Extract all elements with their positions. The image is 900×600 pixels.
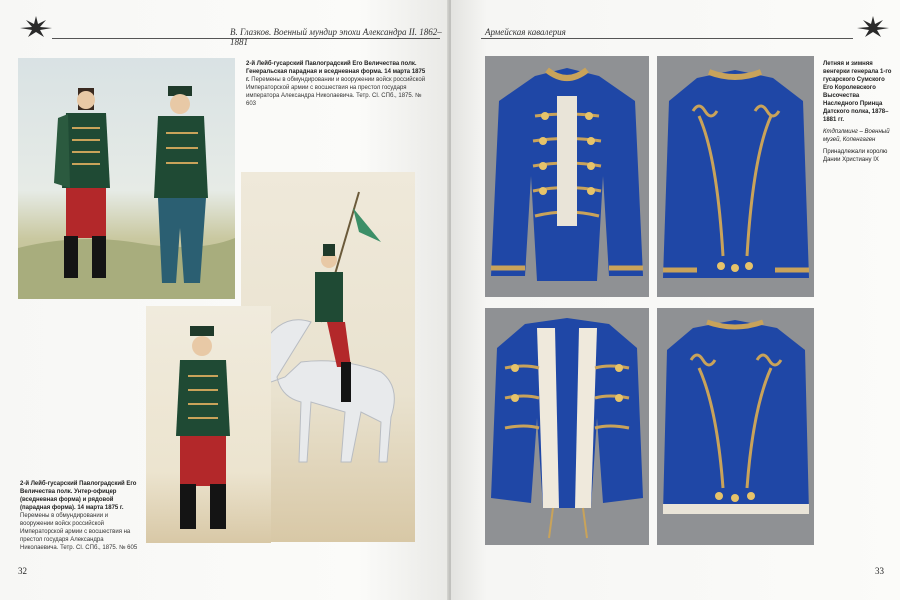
illustration-generals — [18, 58, 235, 299]
header-rule-right — [481, 38, 853, 39]
running-head-right: Армейская кавалерия — [485, 27, 566, 37]
fleuron-ornament-icon — [855, 14, 891, 40]
page-number-right: 33 — [875, 566, 884, 576]
caption-generals-body: Перемены в обмундировании и вооружении войск российской Императорской армии с восшествия на престол государя императора Александра Николаевича. Тетр. СI. СПб., 1875. № 603 — [246, 77, 426, 107]
caption-generals — [246, 60, 428, 108]
fleuron-ornament-icon — [18, 14, 54, 40]
left-page — [0, 0, 449, 600]
caption-jackets-credit: Ктдпзлминг – Военный музей, Копенгаген — [823, 129, 890, 143]
caption-standing — [20, 480, 142, 552]
caption-generals-title: 2-й Лейб-гусарский Павлоградский Его Величества полк. Генеральская парадная и вседневная форма. 14 марта 1875 г. — [246, 61, 426, 83]
illustration-standing-hussar — [146, 306, 271, 543]
caption-standing-body: Перемены в обмундировании и вооружении войск российской Императорской армии с восшествия на престол государя Александра Николаевича. Тетр. СI. СПб., 1875. № 605 — [20, 513, 138, 551]
photo-jacket-front-winter — [485, 308, 649, 545]
photo-jacket-back-winter — [657, 308, 814, 545]
photo-jacket-front-summer — [485, 56, 649, 297]
photo-jacket-back-summer — [657, 56, 814, 297]
running-head: В. Глазков. Военный мундир эпохи Александра II. 1862–1881 — [230, 27, 442, 47]
caption-jackets — [823, 60, 893, 164]
right-page — [451, 0, 900, 600]
caption-jackets-note: Принадлежали королю Дании Христиану IX — [823, 149, 888, 163]
caption-standing-title: 2-й Лейб-гусарский Павлоградский Его Величества полк. Унтер-офицер (вседневная форма) и рядовой (парадная форма). 14 марта 1875 г. — [20, 481, 137, 511]
caption-jackets-title: Летняя и зимняя венгерки генерала 1-го гусарского Сумского Его Королевского Высочества Наследного Принца Датского полка, 1878–1881 гг. — [823, 61, 892, 123]
page-number-left: 32 — [18, 566, 27, 576]
